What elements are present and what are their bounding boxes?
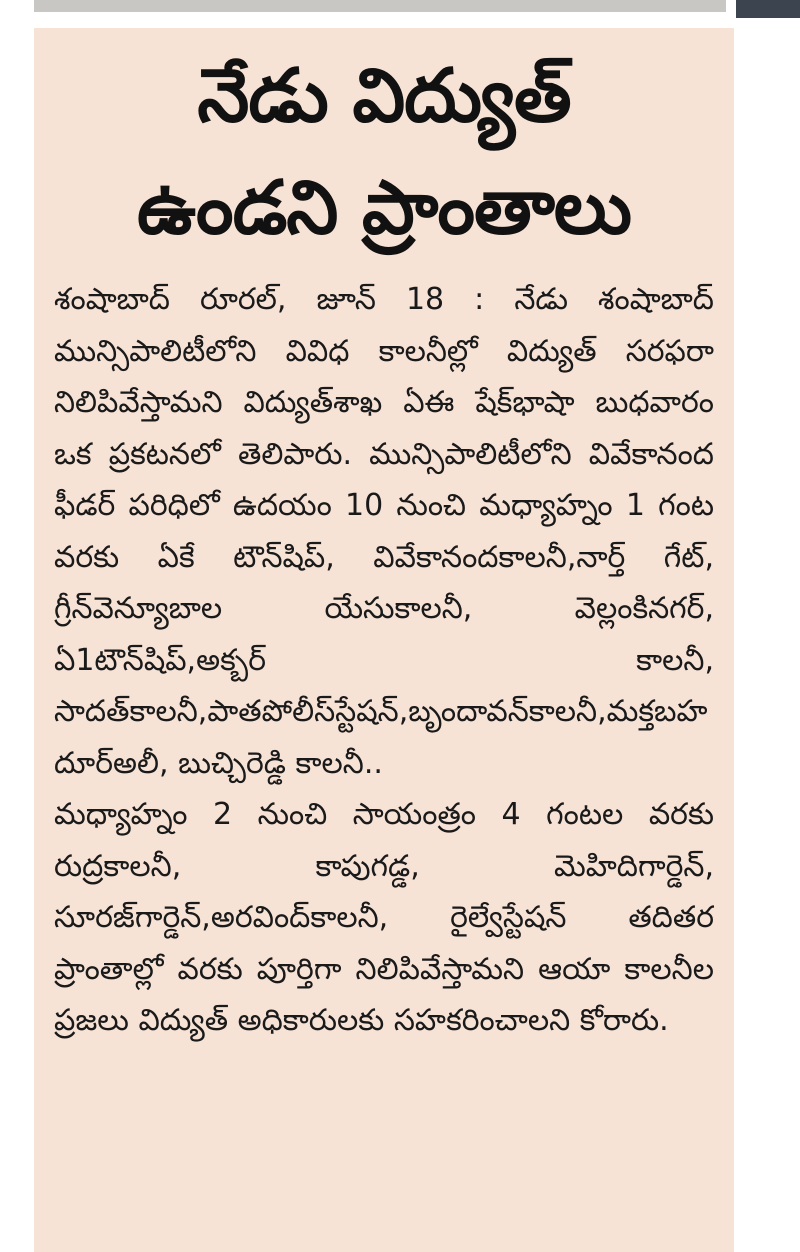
newspaper-clipping (34, 28, 734, 1252)
headline-line-2: ఉండని ప్రాంతాలు (137, 165, 631, 251)
top-divider-strip (34, 0, 726, 12)
headline-line-1: నేడు విద్యుత్ (197, 53, 571, 139)
corner-dark-block (736, 0, 800, 18)
article-headline (54, 40, 714, 264)
article-paragraph-2: మధ్యాహ్నం 2 నుంచి సాయంత్రం 4 గంటల వరకు రుద్రకాలనీ, కాపుగడ్డ, మెహిదిగార్డెన్, సూరజ్‌గార్డెన్,అరవింద్‌కాలనీ, రైల్వేస్టేషన్ తదితర ప్రాంతాల్లో వరకు పూర్తిగా నిలిపివేస్తామని ఆయా కాలనీల ప్రజలు విద్యుత్ అధికారులకు సహకరించాలని కోరారు. (54, 797, 714, 1038)
article-paragraph-1: శంషాబాద్ రూరల్, జూన్ 18 : నేడు శంషాబాద్ మున్సిపాలిటీలోని వివిధ కాలనీల్లో విద్యుత్ సరఫరా నిలిపివేస్తామని విద్యుత్‌శాఖ ఏఈ షేక్‌భాషా బుధవారం ఒక ప్రకటనలో తెలిపారు. మున్సిపాలిటీలోని వివేకానంద ఫీడర్ పరిధిలో ఉదయం 10 నుంచి మధ్యాహ్నం 1 గంట వరకు ఏకే టౌన్‌షిప్, వివేకానందకాలనీ,నార్త్ గేట్, గ్రీన్‌వెన్యూబాల యేసుకాలనీ, వెల్లంకినగర్, ఏ1టౌన్‌షిప్,అక్బర్ కాలనీ, సాదత్‌కాలనీ,పాతపోలీస్‌స్టేషన్,బృందావన్‌కాలనీ,మక్తబహదూర్‌అలీ, బుచ్చిరెడ్డి కాలనీ.. (54, 282, 714, 781)
